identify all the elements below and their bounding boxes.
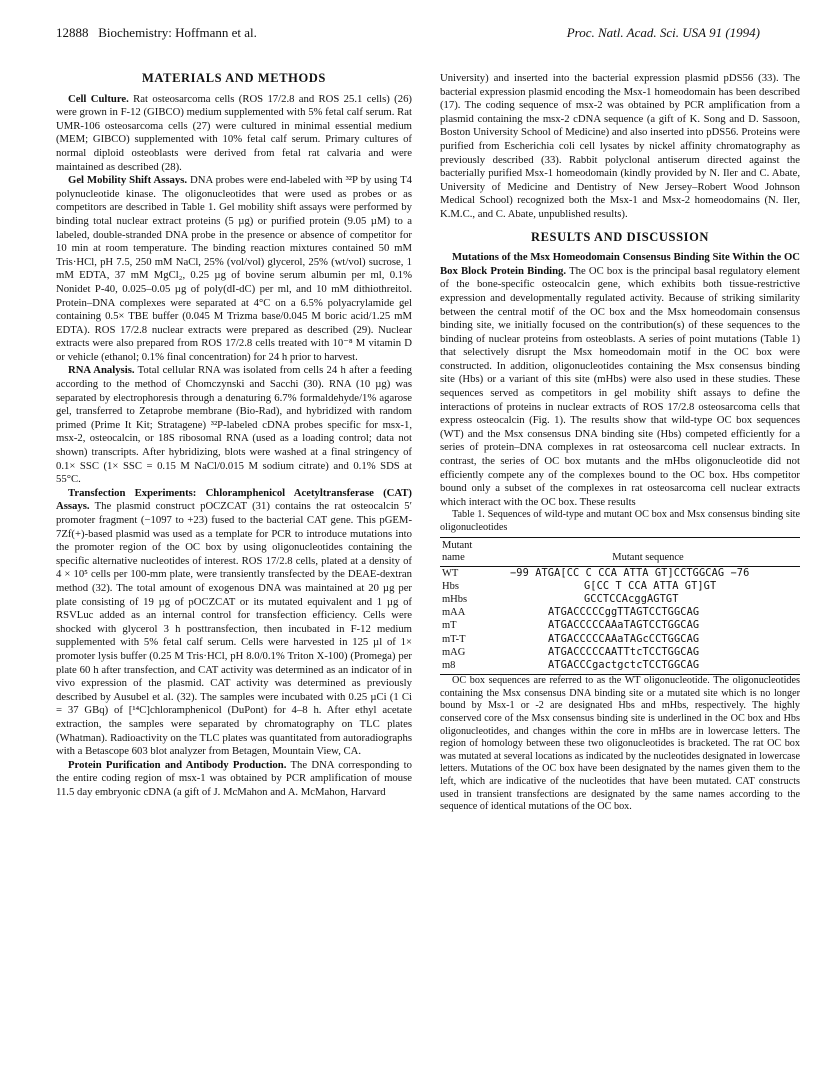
methods-section-title: MATERIALS AND METHODS bbox=[142, 71, 326, 85]
mutant-sequence-cell: ATGACCCCCAATTtcTCCTGGCAG bbox=[548, 645, 700, 658]
paragraph-text: The plasmid construct pOCZCAT (31) contains the rat osteocalcin 5′ promoter fragment (−1097 to +23) fused to the bacterial CAT gene. This pGEM-7Zf(+)-based plasmid was used as a template for PCR to introduce mutations into the promoter region of the OC box by using oligonucleotides containing the specific alternative nucleotides of interest. ROS 17/2.8 cells, plated at a density of 4 × 10⁵ cells per 100-mm plate, were transiently transfected by the DEAE-dextran method (32). The total amount of exogenous DNA was maintained at 20 µg per plate consisting of 19 µg of pOCZCAT or its mutated equivalent and 1 µg of RSVLuc added as an internal control for transfection efficiency. Cells were shocked with glycerol 3 h posttransfection, then incubated in F-12 medium supplemented with 5% fetal calf serum. Cells were harvested in 125 µl of 1× promoter lysis buffer (0.25 M Tris·HCl, pH 8.0/0.1% Triton X-100) (Promega) per plate 60 h after transfection, and CAT activity was determined as an indicator of in vivo expression of the plasmid. CAT activity was determined as previously described by Ausubel et al. (32). The samples were incubated with 0.25 µCi (1 Ci = 37 GBq) of [¹⁴C]chloramphenicol (DuPont) for 4–8 h. After ethyl acetate extraction, the samples were separated by chromatography on TLC plates (Whatman). Radioactivity on the TLC plates was quantitated from autoradiographs with a Betascope 603 blot analyzer from Betagen, Mountain View, CA. bbox=[56, 500, 412, 758]
paragraph-text: Total cellular RNA was isolated from cells 24 h after a feeding according to the method of Chomczynski and Sacchi (30). RNA (10 µg) was separated by electrophoresis through a denaturing 6.7% formaldehyde/1% agarose gel, transferred to Zetaprobe membrane (Bio-Rad), and hybridized with random primed (Prime It Kit; Stratagene) ³²P-labeled cDNA probes specific for msx-1, msx-2, osteocalcin, or 18S ribosomal RNA (used as a loading control; data not shown) transcripts. After hybridizing, blots were washed at a final stringency of 0.1× SSC (1× SSC = 0.15 M NaCl/0.015 M sodium citrate) and 0.1% SDS at 55°C. bbox=[56, 364, 412, 486]
mutant-name-cell: mHbs bbox=[442, 594, 468, 605]
mutant-sequence-cell: ATGACCCgactgctcTCCTGGCAG bbox=[496, 659, 800, 675]
table-row bbox=[440, 580, 800, 593]
table-header-row bbox=[440, 537, 800, 566]
paragraph-text: The OC box is the principal basal regulatory element of the bone-specific osteocalcin gene, which exhibits both tissue-restrictive expression and developmentally regulated activity. Because of striking similarity between the central motif of the OC box and the Msx homeodomain consensus binding site, we initially focused on the contribution(s) of these sequences to the binding of nuclear proteins from osteoblasts. A series of point mutations (Table 1) that selectively disrupt the Msx homeodomain motif in the OC box were constructed. In addition, oligonucleotides containing the Msx consensus binding site (Hbs) or a variant of this site (mHbs) were also used in these studies. These sequences served as competitors in gel mobility shift assays to define the interactions of proteins in nuclear extracts of ROS 17/2.8 osteosarcoma cells that express osteocalcin (Fig. 1). The results show that wild-type OC box sequences (WT) and the Msx consensus DNA binding site (Hbs) competed efficiently for a series of protein–DNA complexes in rat osteosarcoma cell nuclear extracts. In contrast, the series of OC box mutants and the mHbs oligonucleotide did not efficiently compete any of the complexes bound to the OC box. Hbs competitor bound only a subset of the complexes in rat osteosarcoma cell nuclear extracts which interact with the OC box. These results bbox=[440, 264, 800, 508]
paragraph-text: DNA probes were end-labeled with ³²P by using T4 polynucleotide kinase. The oligonucleotides that were used as probes or as competitors are described in Table 1. Gel mobility shift assays were performed by binding total nuclear extract proteins (5 µg) or purified protein (9.05 µM) to a labeled, double-stranded DNA probe in the presence or absence of competitor for 10 min at room temperature. The binding reaction mixtures contained 50 mM Tris·HCl, pH 7.5, 250 mM NaCl, 25% (vol/vol) glycerol, 25% (wt/vol) sucrose, 1 mM EDTA, 37 mM MgCl₂, 0.25 µg of bovine serum albumin per ml, 0.1% Nonidet P-40, 0.025–0.05 µg of poly(dI-dC) per ml, and 10 mM dithiothreitol. Protein–DNA complexes were separated at 4°C on a 6.5% polyacrylamide gel containing 0.5× TBE buffer (0.045 M Trizma base/0.045 M boric acid/1.25 mM EDTA). ROS 17/2.8 nuclear extracts were prepared as described (29). Nuclear extracts were also prepared from ROS 17/2.8 cells treated with 10⁻⁸ M vitamin D or vehicle (ethanol; 0.1% final concentration) for 24 h prior to harvest. bbox=[56, 174, 412, 363]
subheading: RNA Analysis. bbox=[68, 364, 135, 377]
subheading: Mutations of the Msx Homeodomain Consensus Binding Site Within the OC Box Block Protein Binding. bbox=[440, 251, 800, 277]
table-1 bbox=[440, 509, 800, 813]
subheading: Cell Culture. bbox=[68, 92, 129, 105]
table-footnote: OC box sequences are referred to as the WT oligonucleotide. The oligonucleotides containing the Msx consensus DNA binding site or a mutated site which is no longer bound by Msx-1 or -2 are designated Hbs and mHbs, respectively. The highly conserved core of the Msx consensus binding site is underlined in the OC box and Hbs oligonucleotides, and changes within the core in mHbs are in lowercase letters. The region of homology between these two oligonucleotides is bracketed. The rat OC box was mutated at several locations as indicated by the nucleotides designated in lowercase letters. Mutations of the OC box have been designated by the names given them to the left, which are indicative of the nucleotides that have been mutated. CAT constructs used in transient transfections are designated by the same names according to the sequence of identical mutations of the OC box. bbox=[440, 675, 800, 813]
mutant-sequence-cell: GCCTCCAcggAGTGT bbox=[584, 593, 679, 605]
page-number: 12888 bbox=[56, 25, 89, 40]
paragraph-text: Rat osteosarcoma cells (ROS 17/2.8 and ROS 25.1 cells) (26) were grown in F-12 (GIBCO) medium supplemented with 5% fetal calf serum. Rat UMR-106 osteosarcoma cells (27) were cultured in minimal essential medium (MEM; GIBCO) supplemented with 10% fetal calf serum. Primary cultures of normal diploid osteoblasts were derived from fetal rat calvaria and were maintained as described (28). bbox=[56, 92, 412, 173]
paragraph-gel-shift bbox=[56, 174, 412, 364]
column-header-sequence: Mutant sequence bbox=[496, 537, 800, 566]
table-row bbox=[440, 619, 800, 632]
table-row bbox=[440, 659, 800, 675]
mutant-name-cell: WT bbox=[442, 567, 459, 579]
mutant-name-cell: mT bbox=[442, 620, 457, 632]
mutant-sequence-cell: ATGACCCCCggTTAGTCCTGGCAG bbox=[548, 606, 700, 619]
page-header bbox=[56, 25, 760, 41]
journal-citation: Proc. Natl. Acad. Sci. USA 91 (1994) bbox=[566, 25, 760, 40]
table-row bbox=[440, 606, 800, 619]
subheading: Transfection Experiments: Chloramphenicol Acetyltransferase (CAT) Assays. bbox=[56, 486, 412, 513]
mutant-sequence-cell: ATGACCCCCAAaTAGTCCTGGCAG bbox=[548, 619, 700, 632]
paragraph-text: The DNA corresponding to the entire coding region of msx-1 was obtained by PCR amplification of mouse 11.5 day embryonic cDNA (a gift of J. McMahon and A. McMahon, Harvard bbox=[56, 758, 412, 798]
running-title: Biochemistry: Hoffmann et al. bbox=[98, 25, 257, 40]
mutant-sequence-cell: G[CC T CCA ATTA GT]GT bbox=[584, 579, 717, 592]
table-row bbox=[440, 633, 800, 646]
mutant-name-cell: Hbs bbox=[442, 580, 459, 592]
mutant-name-cell: mAA bbox=[442, 607, 466, 619]
right-column bbox=[440, 72, 800, 814]
paragraph-protein-continued: University) and inserted into the bacterial expression plasmid pDS56 (33). The bacterial expression plasmid encoding the Msx-1 homeodomain has been described (17). The coding sequence of msx-2 was obtained by PCR amplification from a plasmid containing the msx-2 cDNA sequence (a gift of K. Song and D. Sassoon, Boston University School of Medicine) and also inserted into pDS56. Proteins were purified from Escherichia coli cell lysates by nickel affinity chromatography as previously described (33). Rabbit polyclonal antiserum directed against the bacterially purified Msx-1 homeodomain (kindly provided by N. Iler and C. Abate, University of Medicine and Dentistry of New Jersey–Robert Wood Johnson Medical School) recognized both the Msx-1 and Msx-2 homeodomains (N. Iler, K.M.C., and C. Abate, unpublished results). bbox=[440, 72, 800, 220]
paragraph-results bbox=[440, 251, 800, 509]
paragraph-rna bbox=[56, 364, 412, 486]
sequence-table bbox=[440, 537, 800, 676]
paragraph-transfection bbox=[56, 487, 412, 759]
column-header-name: Mutant name bbox=[440, 537, 496, 566]
mutant-name-cell: mAG bbox=[442, 646, 466, 658]
paragraph-protein bbox=[56, 759, 412, 800]
mutant-sequence-cell: −99 ATGA[CC C CCA ATTA GT]CCTGGCAG −76 bbox=[510, 566, 750, 579]
subheading: Protein Purification and Antibody Production. bbox=[68, 758, 287, 771]
table-caption: Table 1. Sequences of wild-type and mutant OC box and Msx consensus binding site oligonucleotides bbox=[440, 509, 800, 533]
mutant-sequence-cell: ATGACCCCCAAaTAGcCCTGGCAG bbox=[548, 632, 700, 645]
table-row bbox=[440, 566, 800, 580]
subheading: Gel Mobility Shift Assays. bbox=[68, 174, 188, 187]
table-row bbox=[440, 646, 800, 659]
results-section-title: RESULTS AND DISCUSSION bbox=[530, 229, 710, 244]
table-row bbox=[440, 593, 800, 606]
mutant-name-cell: m8 bbox=[440, 659, 496, 675]
mutant-name-cell: mT-T bbox=[442, 633, 466, 645]
header-left bbox=[56, 25, 257, 41]
paragraph-cell-culture bbox=[56, 93, 412, 175]
left-column bbox=[56, 72, 412, 799]
